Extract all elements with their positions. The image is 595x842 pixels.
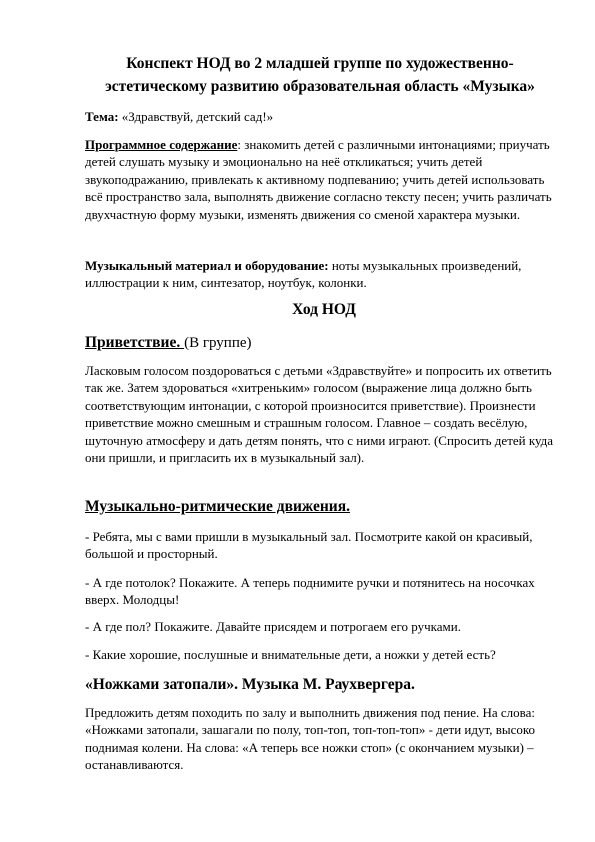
material-text: ноты музыкальных произведений, иллюстрации к ним, синтезатор, ноутбук, колонки.: [85, 258, 522, 291]
movements-line-2: - А где потолок? Покажите. А теперь поднимите ручки и потянитесь на носочках вверх. Молодцы!: [85, 575, 535, 608]
theme-paragraph: [85, 108, 563, 125]
program-label: Программное содержание: [85, 137, 238, 152]
program-text: : знакомить детей с различными интонациями; приучать детей слушать музыку и эмоционально на неё откликаться; учить детей звукоподражанию, привлекать к активному подпеванию; учить детей использовать всё пространство зала, выполнять движение согласно тексту песен; учить различать двухчастную форму музыки, изменять движения со сменой характера музыки.: [85, 137, 552, 222]
song-text: Предложить детям походить по залу и выполнить движения под пение. На слова: «Ножками затопали, зашагали по полу, топ-топ, топ-топ-топ» - дети идут, высоко поднимая колени. На слова: «А теперь все ножки стоп» (с окончанием музыки) – останавливаются.: [85, 705, 536, 773]
greeting-heading-row: [85, 333, 563, 353]
movements-line-4: - Какие хорошие, послушные и внимательные дети, а ножки у детей есть?: [85, 647, 496, 662]
greeting-heading: Приветствие.: [85, 334, 185, 351]
theme-value: «Здравствуй, детский сад!»: [118, 109, 274, 124]
song-heading: «Ножками затопали». Музыка М. Раухвергера.: [85, 676, 415, 693]
greeting-note: (В группе): [184, 335, 252, 351]
theme-label: Тема:: [85, 109, 119, 124]
movements-line-1: - Ребята, мы с вами пришли в музыкальный зал. Посмотрите какой он красивый, большой и просторный.: [85, 529, 533, 562]
material-paragraph: [85, 257, 563, 292]
title-line-2: эстетическому развитию образовательная область «Музыка»: [105, 78, 535, 95]
document-title: [80, 52, 560, 98]
course-heading: Ход НОД: [292, 301, 356, 318]
material-label: Музыкальный материал и оборудование:: [85, 258, 329, 273]
title-line-1: Конспект НОД во 2 младшей группе по художественно-: [126, 55, 514, 72]
movements-heading: Музыкально-ритмические движения.: [85, 498, 350, 515]
greeting-text: Ласковым голосом поздороваться с детьми «Здравствуйте» и попросить их ответить так же. Затем здороваться «хитреньким» голосом (выражение лица должно быть соответствующим интонации, с которой произносится приветствие). Произнести приветствие можно смешным и страшным голосом. Главное – создать весёлую, шуточную атмосферу и дать детям понять, что с ними играют. (Спросить детей куда они пришли, и пригласить их в музыкальный зал).: [85, 363, 554, 466]
program-paragraph: [85, 136, 563, 223]
movements-line-3: - А где пол? Покажите. Давайте присядем и потрогаем его ручками.: [85, 619, 461, 634]
